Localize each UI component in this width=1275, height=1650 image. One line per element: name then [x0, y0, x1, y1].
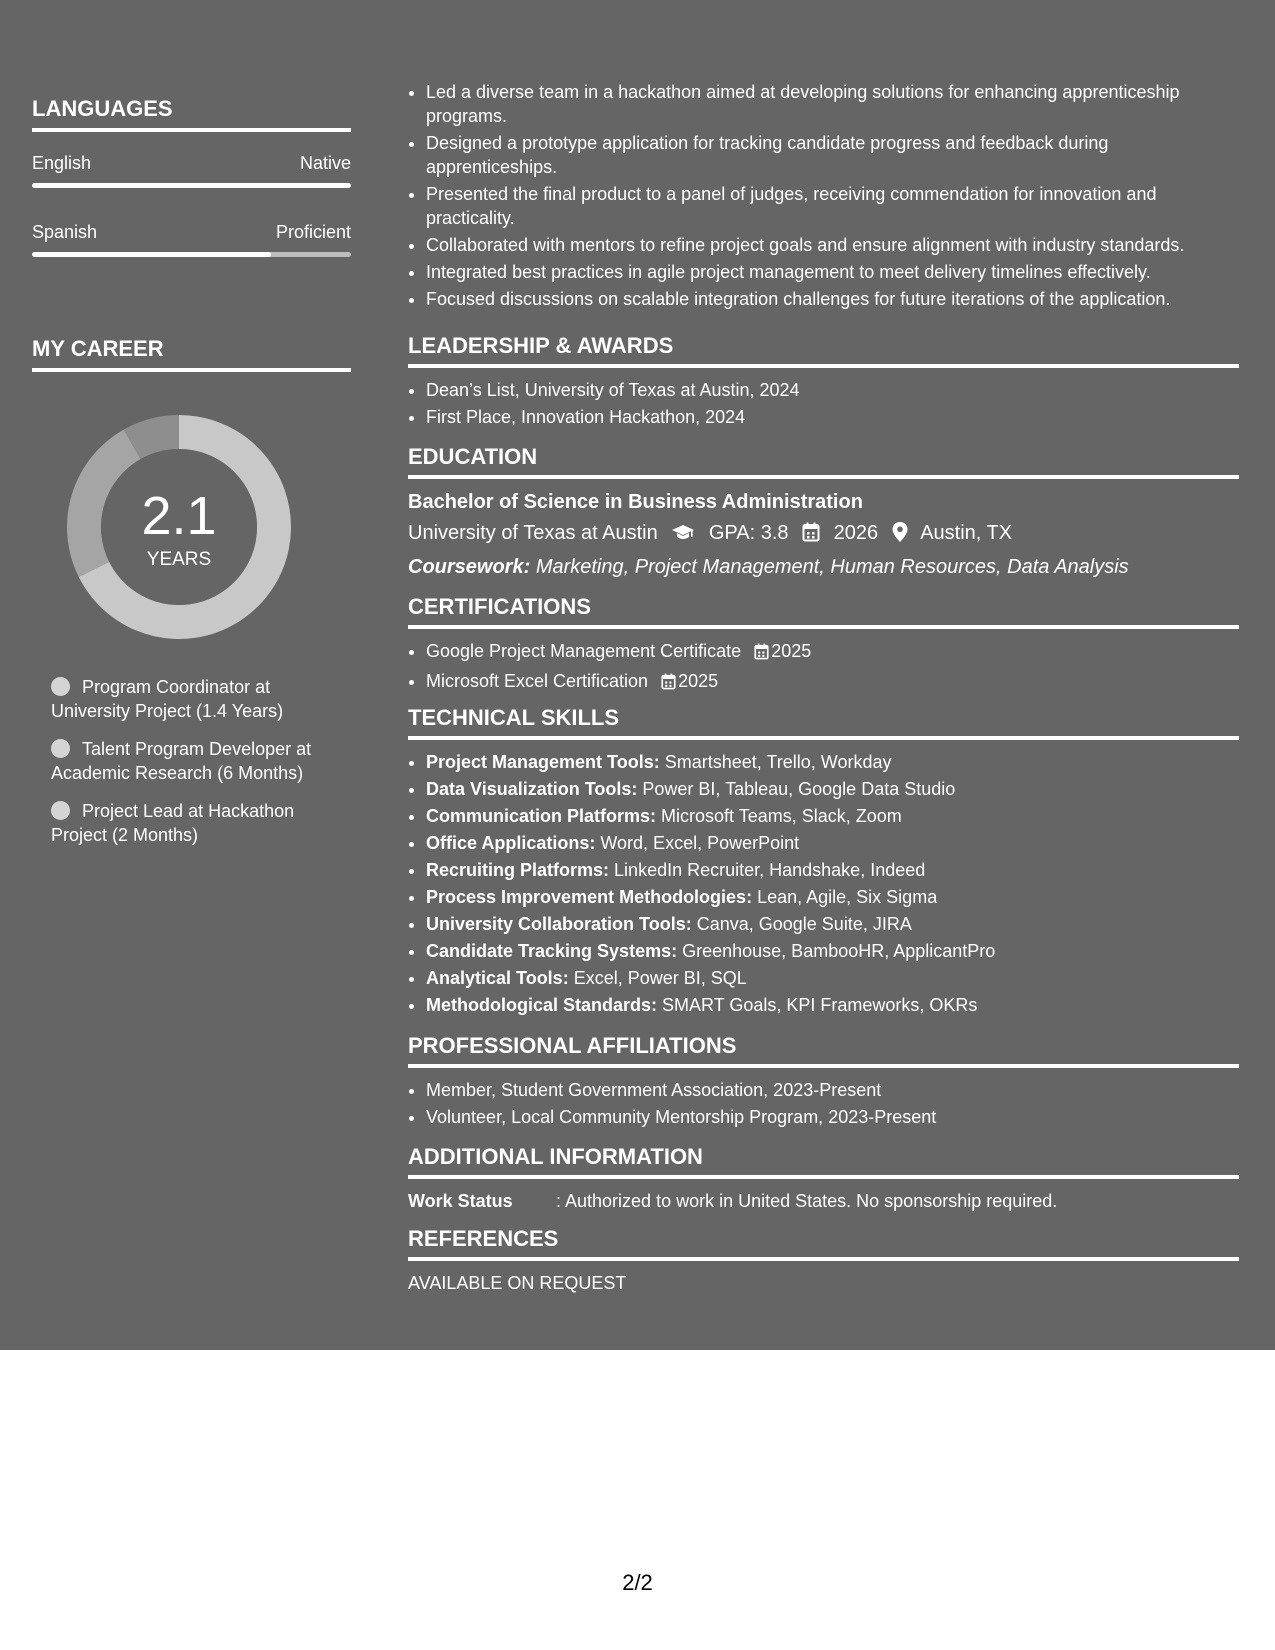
language-proficiency-fill — [32, 183, 351, 188]
skill-value: Smartsheet, Trello, Workday — [664, 752, 892, 772]
award-item: • Dean’s List, University of Texas at Austin, 2024 — [426, 378, 1239, 402]
skill-value: Greenhouse, BambooHR, ApplicantPro — [682, 941, 996, 961]
skill-item — [426, 831, 1239, 855]
language-level: Proficient — [275, 222, 351, 242]
calendar-icon — [754, 642, 769, 666]
language-proficiency-bar — [32, 252, 351, 257]
skill-item — [426, 777, 1239, 801]
degree-title: Bachelor of Science in Business Administration — [408, 491, 863, 513]
skill-value: Excel, Power BI, SQL — [573, 968, 747, 988]
skill-item — [426, 912, 1239, 936]
language-name: Spanish — [32, 222, 98, 242]
legend-dot-icon — [51, 739, 70, 758]
certification-year: 2025 — [771, 641, 812, 661]
legend-dot-icon — [51, 677, 70, 696]
leadership-heading: LEADERSHIP & AWARDS — [408, 333, 1239, 368]
skill-label: Candidate Tracking Systems: — [426, 941, 678, 961]
coursework-line — [408, 554, 1239, 580]
work-status-value: : Authorized to work in United States. No sponsorship required. — [556, 1191, 1058, 1211]
work-status-row — [408, 1189, 1239, 1213]
skill-item — [426, 993, 1239, 1017]
career-legend-label: Project Lead at Hackathon Project (2 Months) — [51, 801, 295, 845]
certification-year: 2025 — [678, 671, 719, 691]
language-proficiency-fill — [32, 252, 271, 257]
education-details — [408, 520, 1239, 549]
coursework-label: Coursework: — [408, 556, 531, 578]
references-section — [408, 1226, 1239, 1295]
legend-dot-icon — [51, 801, 70, 820]
skill-label: Project Management Tools: — [426, 752, 660, 772]
school-location: Austin, TX — [920, 522, 1013, 544]
career-legend-label: Talent Program Developer at Academic Research (6 Months) — [51, 739, 312, 783]
career-legend-item — [51, 737, 351, 785]
certification-item — [426, 639, 1239, 666]
experience-bullets — [408, 80, 1239, 314]
affiliations-heading: PROFESSIONAL AFFILIATIONS — [408, 1033, 1239, 1068]
skills-section — [408, 705, 1239, 1020]
calendar-icon — [661, 672, 676, 696]
skill-item — [426, 885, 1239, 909]
affiliation-item: • Volunteer, Local Community Mentorship Program, 2023-Present — [426, 1105, 1239, 1129]
career-legend-item — [51, 675, 351, 723]
certification-item — [426, 669, 1239, 696]
experience-bullet: • Focused discussions on scalable integration challenges for future iterations of the application. — [426, 287, 1239, 311]
leadership-section — [408, 333, 1239, 432]
affiliation-item: • Member, Student Government Association, 2023-Present — [426, 1078, 1239, 1102]
skill-label: Data Visualization Tools: — [426, 779, 638, 799]
skill-value: Lean, Agile, Six Sigma — [757, 887, 938, 907]
references-text: AVAILABLE ON REQUEST — [408, 1273, 627, 1293]
education-section — [408, 444, 1239, 580]
experience-bullet: • Collaborated with mentors to refine project goals and ensure alignment with industry standards. — [426, 233, 1239, 257]
career-legend-item — [51, 799, 351, 847]
skill-label: Office Applications: — [426, 833, 596, 853]
skill-value: Power BI, Tableau, Google Data Studio — [642, 779, 956, 799]
education-heading: EDUCATION — [408, 444, 1239, 479]
award-item: • First Place, Innovation Hackathon, 2024 — [426, 405, 1239, 429]
experience-bullet: • Led a diverse team in a hackathon aimed at developing solutions for enhancing apprenticeship programs. — [426, 80, 1239, 128]
skill-label: Analytical Tools: — [426, 968, 569, 988]
skill-label: Recruiting Platforms: — [426, 860, 610, 880]
language-name: English — [32, 153, 92, 173]
skill-value: Word, Excel, PowerPoint — [600, 833, 800, 853]
skill-item — [426, 939, 1239, 963]
references-heading: REFERENCES — [408, 1226, 1239, 1261]
experience-bullet: • Designed a prototype application for tracking candidate progress and feedback during apprenticeships. — [426, 131, 1239, 179]
skill-label: Process Improvement Methodologies: — [426, 887, 753, 907]
career-donut-chart — [67, 415, 291, 639]
experience-bullet: • Integrated best practices in agile project management to meet delivery timelines effectively. — [426, 260, 1239, 284]
skill-item — [426, 750, 1239, 774]
career-heading: MY CAREER — [32, 336, 351, 372]
certifications-section — [408, 594, 1239, 699]
skill-value: SMART Goals, KPI Frameworks, OKRs — [662, 995, 978, 1015]
certifications-heading: CERTIFICATIONS — [408, 594, 1239, 629]
certification-name: Microsoft Excel Certification — [426, 671, 649, 691]
skill-label: Methodological Standards: — [426, 995, 658, 1015]
certification-name: Google Project Management Certificate — [426, 641, 742, 661]
skill-value: Canva, Google Suite, JIRA — [696, 914, 912, 934]
school-name: University of Texas at Austin — [408, 522, 658, 544]
skills-heading: TECHNICAL SKILLS — [408, 705, 1239, 740]
affiliations-section — [408, 1033, 1239, 1132]
page-number: 2/2 — [622, 1570, 653, 1595]
career-total-unit: YEARS — [146, 549, 212, 570]
calendar-icon — [802, 522, 820, 549]
skill-value: LinkedIn Recruiter, Handshake, Indeed — [614, 860, 926, 880]
skill-item — [426, 858, 1239, 882]
languages-heading: LANGUAGES — [32, 96, 351, 132]
career-total-value: 2.1 — [141, 486, 217, 546]
skill-value: Microsoft Teams, Slack, Zoom — [661, 806, 902, 826]
skill-item — [426, 804, 1239, 828]
experience-bullet: • Presented the final product to a panel of judges, receiving commendation for innovation and practicality. — [426, 182, 1239, 230]
skill-item — [426, 966, 1239, 990]
language-level: Native — [299, 153, 351, 173]
work-status-label: Work Status — [408, 1191, 513, 1211]
graduation-cap-icon — [671, 523, 695, 549]
location-pin-icon — [892, 522, 908, 549]
additional-info-heading: ADDITIONAL INFORMATION — [408, 1144, 1239, 1179]
skill-label: University Collaboration Tools: — [426, 914, 692, 934]
career-legend-label: Program Coordinator at University Project (1.4 Years) — [51, 677, 284, 721]
coursework-list: Marketing, Project Management, Human Resources, Data Analysis — [535, 556, 1129, 578]
graduation-year: 2026 — [833, 522, 879, 544]
language-proficiency-bar — [32, 183, 351, 188]
additional-info-section — [408, 1144, 1239, 1213]
skill-label: Communication Platforms: — [426, 806, 657, 826]
gpa-value: GPA: 3.8 — [708, 522, 789, 544]
